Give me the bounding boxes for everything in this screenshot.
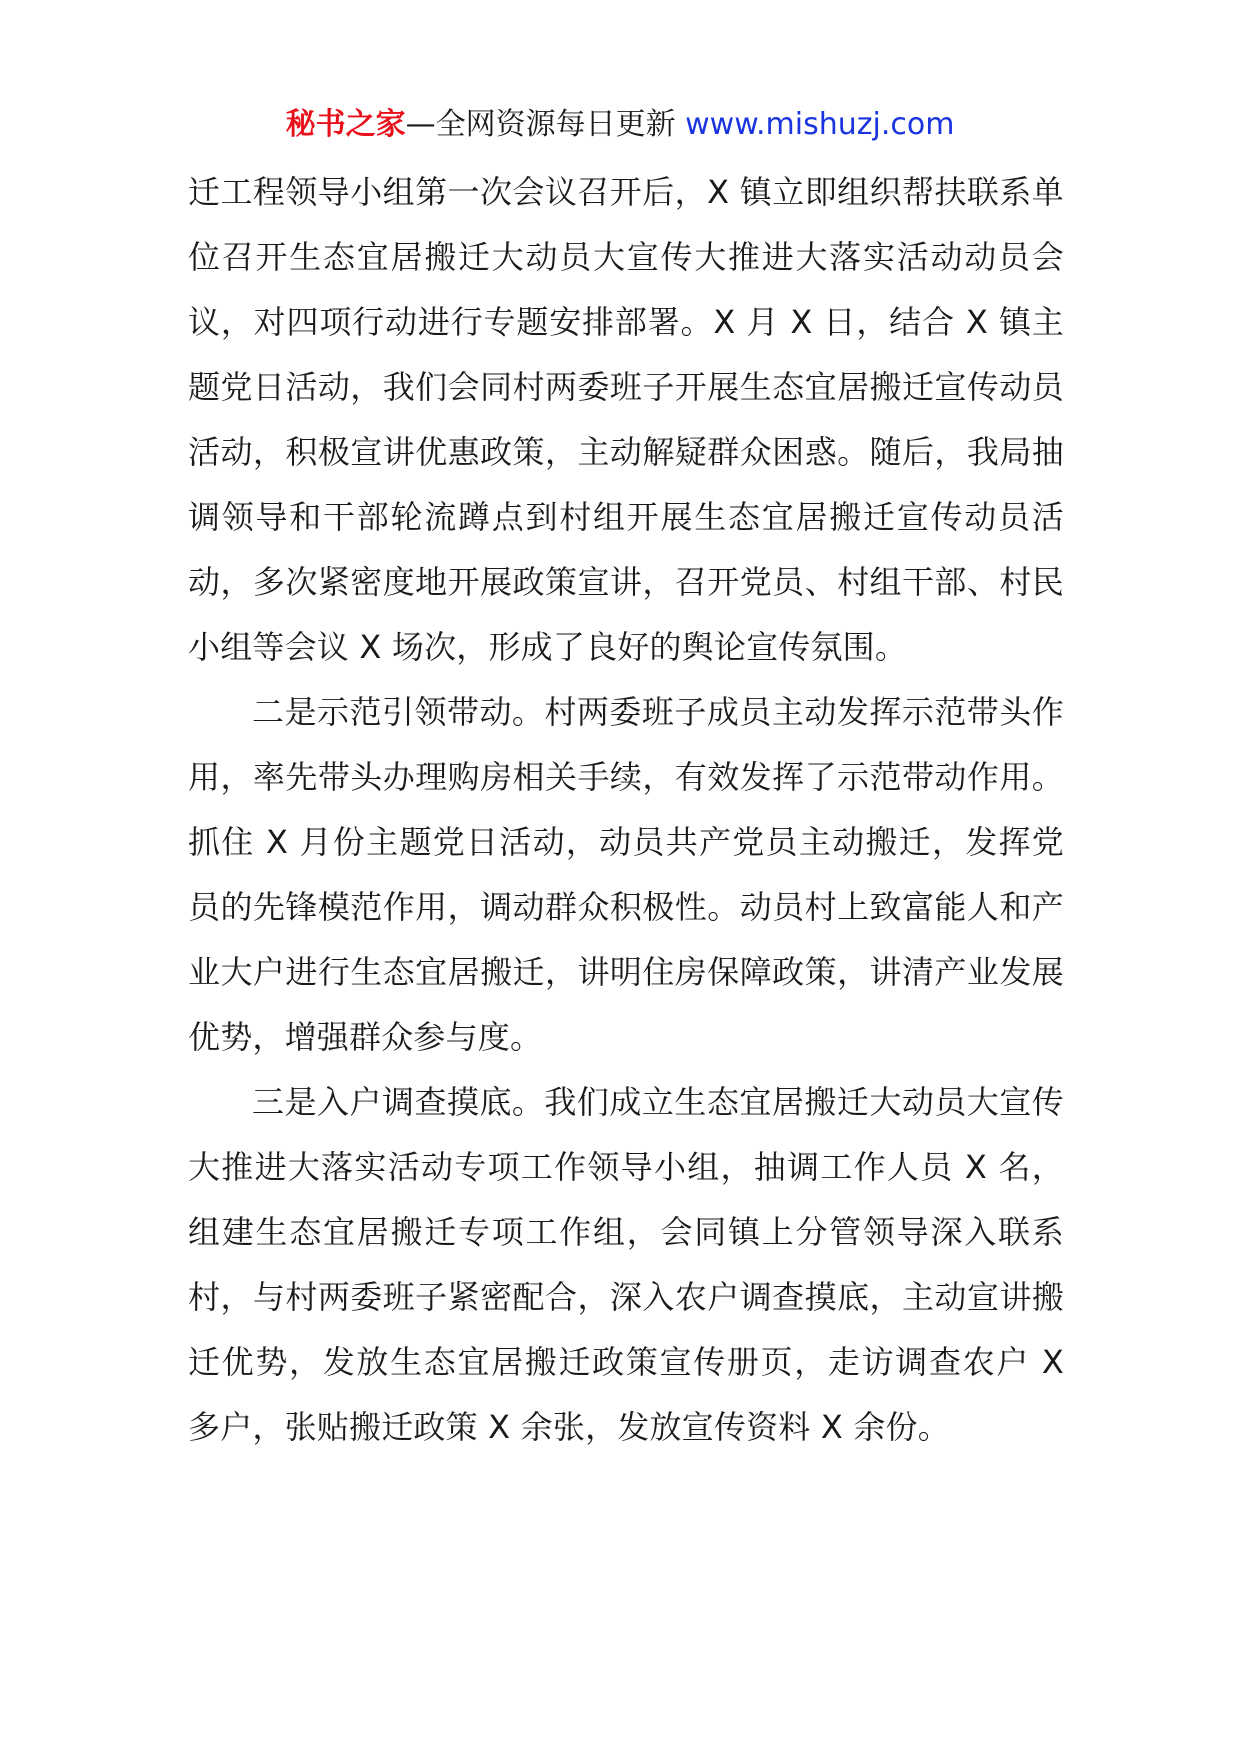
paragraph-continuation: 迁工程领导小组第一次会议召开后，X 镇立即组织帮扶联系单位召开生态宜居搬迁大动员大宣传大推进大落实活动动员会议，对四项行动进行专题安排部署。X 月 X 日，结合 X 镇主题党日活动，我们会同村两委班子开展生态宜居搬迁宣传动员活动，积极宣讲优惠政策，主动解疑群众困惑。随后，我局抽调领导和干部轮流蹲点到村组开展生态宜居搬迁宣传动员活动，多次紧密度地开展政策宣讲，召开党员、村组干部、村民小组等会议 X 场次，形成了良好的舆论宣传氛围。 xyxy=(188,173,1064,666)
page-header xyxy=(0,103,1240,147)
brand-name: 秘书之家 xyxy=(285,107,406,142)
document-body xyxy=(188,160,1064,1460)
paragraph-survey: 三是入户调查摸底。我们成立生态宜居搬迁大动员大宣传大推进大落实活动专项工作领导小组，抽调工作人员 X 名，组建生态宜居搬迁专项工作组，会同镇上分管领导深入联系村，与村两委班子紧密配合，深入农户调查摸底，主动宣讲搬迁优势，发放生态宜居搬迁政策宣传册页，走访调查农户 X 多户，张贴搬迁政策 X 余张，发放宣传资料 X 余份。 xyxy=(188,1083,1064,1446)
site-url-link[interactable]: www.mishuzj.com xyxy=(685,107,955,142)
paragraph-demonstration: 二是示范引领带动。村两委班子成员主动发挥示范带头作用，率先带头办理购房相关手续，有效发挥了示范带动作用。抓住 X 月份主题党日活动，动员共产党员主动搬迁，发挥党员的先锋模范作用，调动群众积极性。动员村上致富能人和产业大户进行生态宜居搬迁，讲明住房保障政策，讲清产业发展优势，增强群众参与度。 xyxy=(188,693,1064,1056)
header-tagline: —全网资源每日更新 xyxy=(405,107,686,142)
